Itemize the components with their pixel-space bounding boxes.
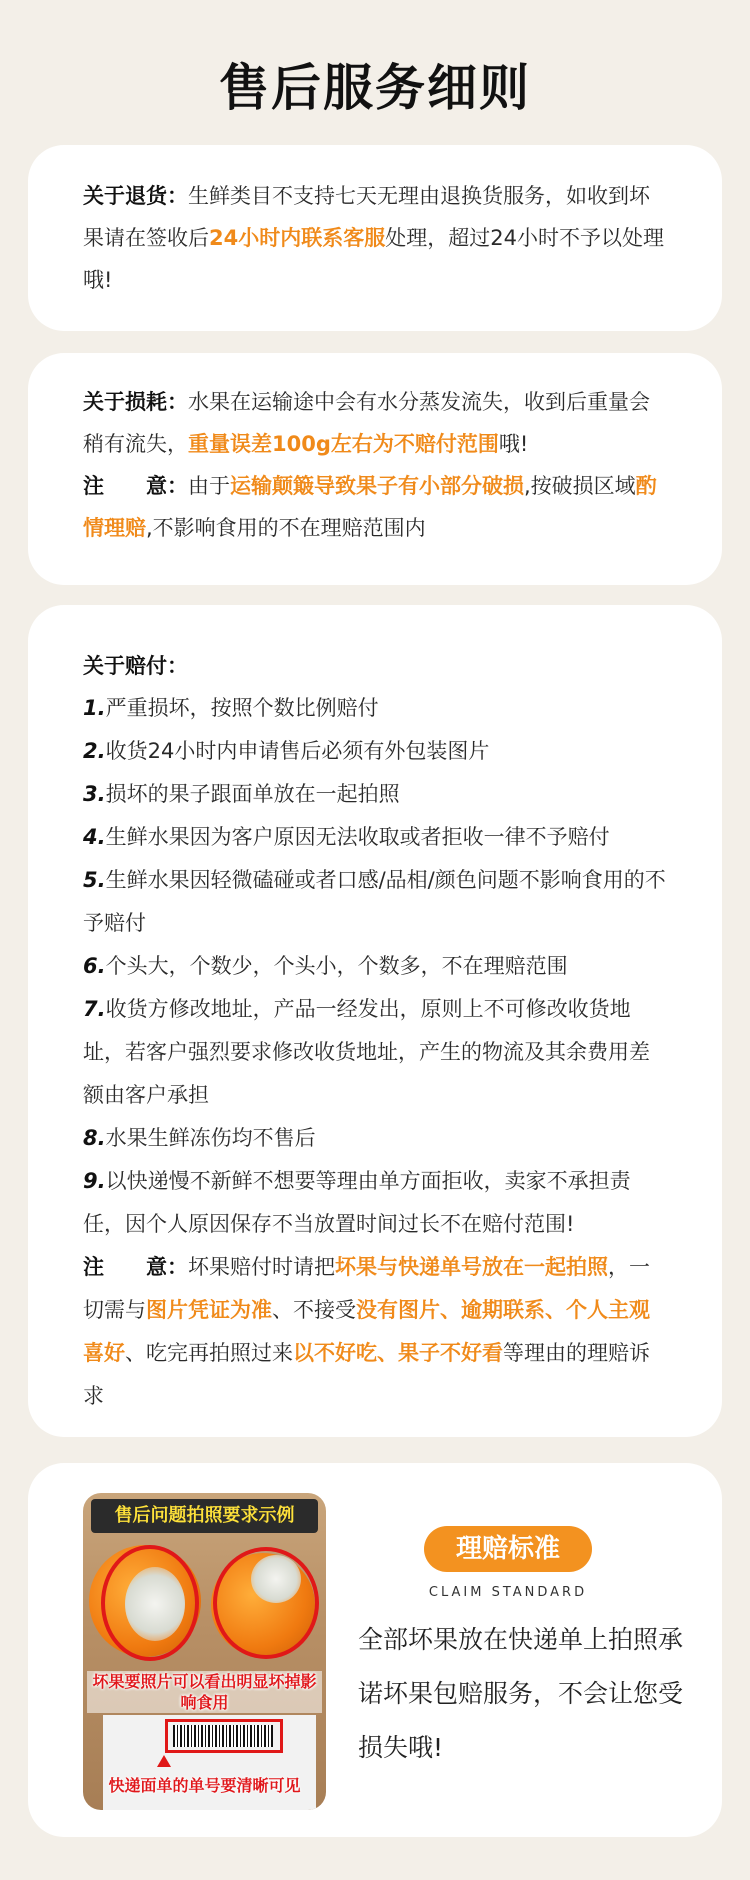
compensation-item [83, 945, 667, 988]
compensation-item-text: 以快递慢不新鲜不想要等理由单方面拒收，卖家不承担责任，因个人原因保存不当放置时间过长不在赔付范围! [83, 1169, 631, 1236]
compensation-list [83, 687, 667, 1246]
comp-note-highlight-1: 坏果与快递单号放在一起拍照 [335, 1255, 608, 1279]
compensation-item [83, 988, 667, 1117]
compensation-item-number: 2. [83, 739, 106, 763]
claim-standard-badge: 理赔标准 [424, 1526, 592, 1572]
compensation-note [83, 1246, 667, 1418]
returns-highlight: 24小时内联系客服 [209, 226, 386, 250]
photo-caption-2: 快递面单的单号要清晰可见 [108, 1776, 301, 1795]
comp-note-highlight-3: 没有图片、逾期联系、个人主观喜好 [83, 1298, 650, 1365]
compensation-item-text: 收货方修改地址，产品一经发出，原则上不可修改收货地址，若客户强烈要求修改收货地址，产生的物流及其余费用差额由客户承担 [83, 997, 650, 1107]
loss-label: 关于损耗： [83, 390, 188, 414]
compensation-item [83, 1117, 667, 1160]
barcode-highlight-box [165, 1719, 283, 1753]
claim-description: 全部坏果放在快递单上拍照承诺坏果包赔服务，不会让您受损失哦! [358, 1625, 684, 1762]
photo-title: 售后问题拍照要求示例 [91, 1499, 318, 1533]
loss-note-label: 注 意： [83, 474, 188, 498]
compensation-item-number: 4. [83, 825, 106, 849]
comp-note-4: 、吃完再拍照过来 [125, 1341, 293, 1365]
compensation-item-text: 个头大，个数少，个头小，个数多，不在理赔范围 [105, 954, 568, 978]
comp-note-2: ，一切需与 [83, 1255, 650, 1322]
returns-card [28, 145, 722, 331]
compensation-item-number: 3. [83, 782, 106, 806]
compensation-item [83, 859, 667, 945]
compensation-item-text: 收货24小时内申请售后必须有外包装图片 [105, 739, 490, 763]
compensation-item-number: 8. [83, 1126, 106, 1150]
compensation-item [83, 1160, 667, 1246]
loss-highlight: 重量误差100g左右为不赔付范围 [188, 432, 499, 456]
loss-note-1: 由于 [188, 474, 230, 498]
loss-note-highlight-1: 运输颠簸导致果子有小部分破损 [230, 474, 524, 498]
returns-text [83, 175, 667, 301]
claim-card [28, 1463, 722, 1837]
highlight-circle-right [213, 1547, 319, 1659]
comp-note-1: 坏果赔付时请把 [188, 1255, 335, 1279]
compensation-item [83, 730, 667, 773]
loss-note-2: ,按破损区域 [524, 474, 636, 498]
arrow-up-icon [157, 1755, 171, 1767]
returns-text-2: 处理，超过24小时不予以处理哦! [83, 226, 664, 292]
compensation-item-number: 9. [83, 1169, 106, 1193]
loss-text-2: 哦! [498, 432, 529, 456]
compensation-item-number: 6. [83, 954, 106, 978]
comp-note-highlight-2: 图片凭证为准 [146, 1298, 272, 1322]
compensation-note-label: 注 意： [83, 1255, 188, 1279]
photo-caption-1: 坏果要照片可以看出明显坏掉影响食用 [87, 1671, 322, 1713]
claim-example-photo [83, 1493, 326, 1810]
comp-note-3: 、不接受 [272, 1298, 356, 1322]
compensation-item-text: 生鲜水果因为客户原因无法收取或者拒收一律不予赔付 [105, 825, 610, 849]
returns-label: 关于退货： [83, 184, 188, 208]
compensation-item [83, 687, 667, 730]
loss-note-3: ,不影响食用的不在理赔范围内 [146, 516, 426, 540]
comp-note-highlight-4: 以不好吃、果子不好看 [293, 1341, 503, 1365]
compensation-item-text: 生鲜水果因轻微磕碰或者口感/品相/颜色问题不影响食用的不予赔付 [83, 868, 666, 935]
claim-standard-subtitle: CLAIM STANDARD [428, 1585, 588, 1600]
loss-note-highlight-2: 酌情理赔 [83, 474, 657, 540]
compensation-label: 关于赔付： [83, 654, 188, 678]
compensation-item-number: 7. [83, 997, 106, 1021]
compensation-item-text: 严重损坏，按照个数比例赔付 [105, 696, 379, 720]
compensation-item-number: 5. [83, 868, 106, 892]
loss-note [83, 465, 667, 549]
page-title: 售后服务细则 [219, 59, 531, 117]
compensation-item-text: 损坏的果子跟面单放在一起拍照 [105, 782, 400, 806]
compensation-item-text: 水果生鲜冻伤均不售后 [105, 1126, 316, 1150]
compensation-card [28, 605, 722, 1437]
compensation-item [83, 816, 667, 859]
compensation-item-number: 1. [83, 696, 106, 720]
returns-text-1: 生鲜类目不支持七天无理由退换货服务，如收到坏果请在签收后 [83, 184, 650, 250]
loss-text-1: 水果在运输途中会有水分蒸发流失，收到后重量会稍有流失， [83, 390, 650, 456]
comp-note-5: 等理由的理赔诉求 [83, 1341, 650, 1408]
compensation-item [83, 773, 667, 816]
highlight-circle-left [101, 1545, 199, 1661]
compensation-body [83, 645, 667, 1418]
loss-card [28, 353, 722, 585]
loss-text [83, 381, 667, 465]
